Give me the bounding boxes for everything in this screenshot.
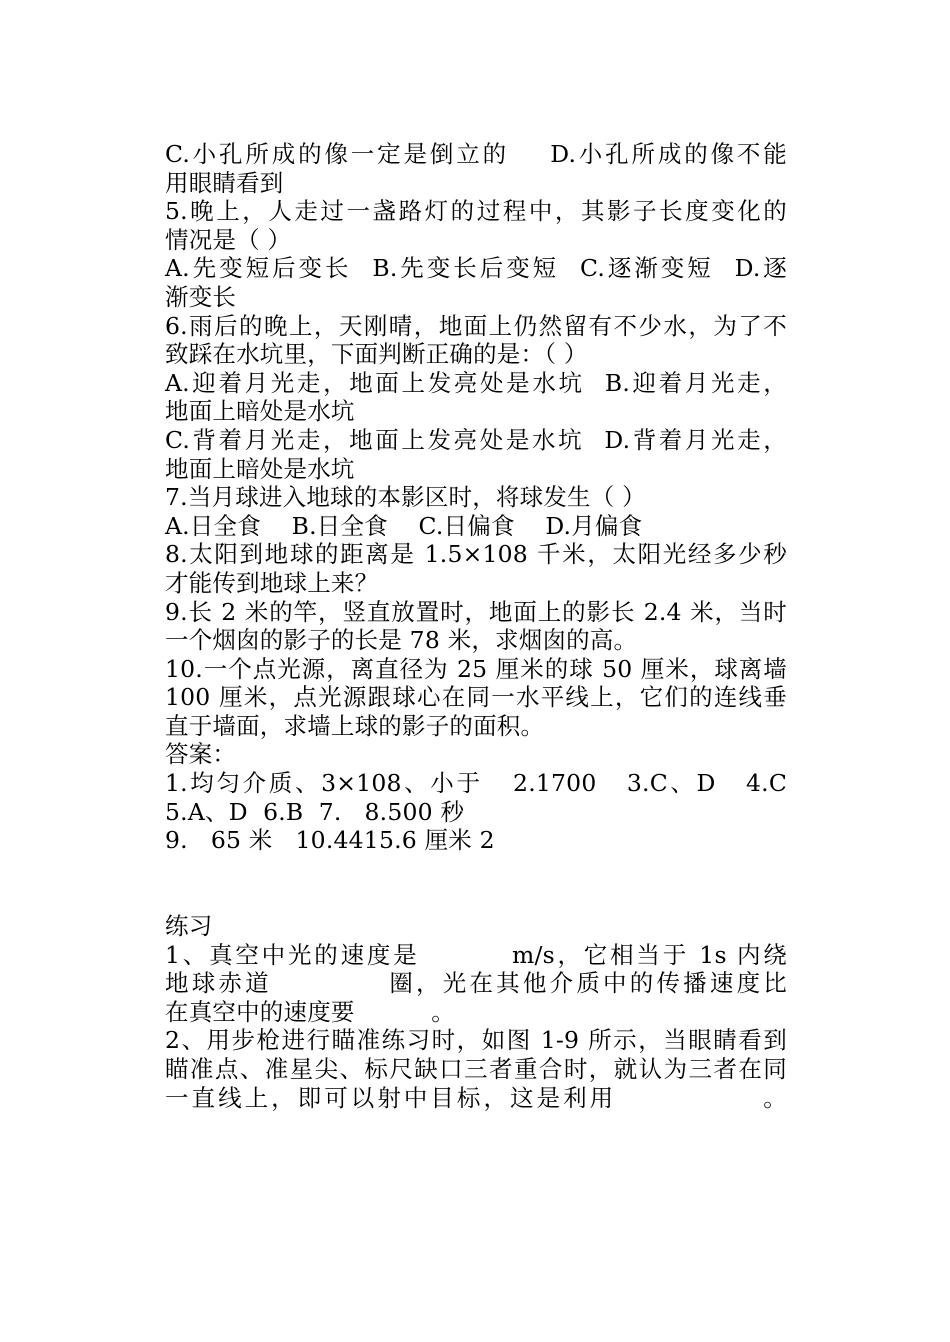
- text-line: 6.雨后的晚上，天刚晴，地面上仍然留有不少水，为了不: [165, 311, 787, 340]
- text-line: 地球赤道 圈，光在其他介质中的传播速度比: [165, 969, 787, 998]
- blank-line: [165, 883, 787, 912]
- text-line: 地面上暗处是水坑: [165, 454, 355, 483]
- text-line: 瞄准点、准星尖、标尺缺口三者重合时，就认为三者在同: [165, 1055, 787, 1083]
- text-line: 5.晚上，人走过一盏路灯的过程中，其影子长度变化的: [165, 197, 787, 226]
- text-line: 一直线上，即可以射中目标，这是利用 。: [165, 1083, 787, 1112]
- text-line: 在真空中的速度要 。: [165, 997, 455, 1026]
- document-page: [165, 140, 787, 1112]
- text-line: 9.长 2 米的竿，竖直放置时，地面上的影长 2.4 米，当时: [165, 597, 787, 626]
- text-line: 100 厘米，点光源跟球心在同一水平线上，它们的连线垂: [165, 683, 787, 712]
- text-line: 8.太阳到地球的距离是 1.5×108 千米，太阳光经多少秒: [165, 540, 787, 569]
- text-line: 用眼睛看到: [165, 168, 284, 197]
- text-line: C.背着月光走，地面上发亮处是水坑 D.背着月光走，: [165, 425, 787, 454]
- text-line: 7.当月球进入地球的本影区时，将球发生（ ）: [165, 483, 646, 512]
- text-line: 练习: [165, 912, 213, 941]
- text-line: 渐变长: [165, 282, 237, 311]
- text-line: 才能传到地球上来？: [165, 568, 379, 597]
- text-line: 1、真空中光的速度是 m/s，它相当于 1s 内绕: [165, 940, 787, 969]
- text-line: 答案：: [165, 740, 237, 769]
- text-line: A.先变短后变长 B.先变长后变短 C.逐渐变短 D.逐: [165, 254, 787, 283]
- text-line: A.迎着月光走，地面上发亮处是水坑 B.迎着月光走，: [165, 368, 787, 397]
- text-line: 情况是（ ）: [165, 225, 292, 254]
- text-line: C.小孔所成的像一定是倒立的 D.小孔所成的像不能: [165, 140, 787, 168]
- text-line: A.日全食 B.日全食 C.日偏食 D.月偏食: [165, 511, 643, 540]
- text-line: 10.一个点光源，离直径为 25 厘米的球 50 厘米，球离墙: [165, 654, 787, 683]
- text-line: 直于墙面，求墙上球的影子的面积。: [165, 711, 545, 740]
- text-line: 5.A、D 6.B 7. 8.500 秒: [165, 797, 465, 826]
- text-line: 2、用步枪进行瞄准练习时，如图 1-9 所示，当眼睛看到: [165, 1026, 787, 1055]
- blank-line: [165, 855, 787, 884]
- text-line: 1.均匀介质、3×108、小于 2.1700 3.C、D 4.C: [165, 769, 787, 798]
- text-line: 致踩在水坑里，下面判断正确的是：（ ）: [165, 340, 588, 369]
- text-line: 9. 65 米 10.4415.6 厘米 2: [165, 826, 495, 855]
- text-line: 地面上暗处是水坑: [165, 397, 355, 426]
- text-line: 一个烟囱的影子的长是 78 米，求烟囱的高。: [165, 626, 638, 655]
